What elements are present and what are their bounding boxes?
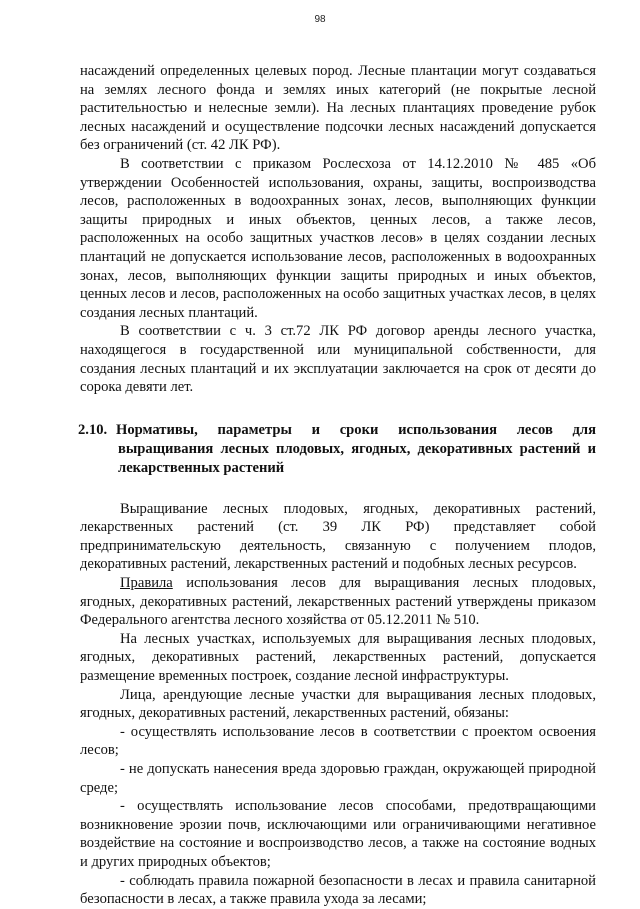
section-heading	[80, 421, 596, 478]
rules-link[interactable]: Правила	[120, 575, 173, 592]
paragraph-rules	[80, 574, 596, 630]
paragraph-rosleshoz-order: В соответствии с приказом Рослесхоза от 14.12.2010 № 485 «Об утверждении Особенностей использования, охраны, защиты, воспроизводства лесов, расположенных в водоохранных зонах, лесов, выполняющих функции защиты природных и иных объектов, ценных лесов, а также лесов, расположенных на особо защитных участков лесов» в целях создании лесных плантаций не допускается использование лесов, расположенных в водоохранных зонах, лесов, выполняющих функции защиты природных и иных объектов, ценных лесов и лесов, расположенных на особо защитных участках лесов, в целях создания лесных плантаций.	[80, 155, 596, 321]
rules-text: использования лесов для выращивания лесных плодовых, ягодных, декоративных растений, лекарственных растений утверждены приказом Федерального агентства лесного хозяйства от 05.12.2011 № 510.	[80, 575, 596, 629]
paragraph-obligations: Лица, арендующие лесные участки для выращивания лесных плодовых, ягодных, декоративных растений, лекарственных растений, обязаны:	[80, 686, 596, 722]
list-item: - соблюдать правила пожарной безопасности в лесах и правила санитарной безопасности в лесах, а также правила ухода за лесами;	[80, 872, 596, 908]
list-item: - не допускать нанесения вреда здоровью граждан, окружающей природной среде;	[80, 761, 596, 796]
section-title: Нормативы, параметры и сроки использования лесов для выращивания лесных плодовых, ягодных, декоративных растений и лекарственных растений	[116, 421, 596, 476]
page-content	[80, 62, 596, 909]
list-item: - осуществлять использование лесов способами, предотвращающими возникновение эрозии почв, исключающими или ограничивающими негативное воздействие на состояние и воспроизводство лесов, а также на состояние водных и других природных объектов;	[80, 798, 596, 870]
page-number: 98	[314, 14, 326, 25]
paragraph-lease-term: В соответствии с ч. 3 ст.72 ЛК РФ договор аренды лесного участка, находящегося в государственной или муниципальной собственности, для создания лесных плантаций и их эксплуатации заключается на срок от десяти до сорока девяти лет.	[80, 323, 596, 396]
section-number: 2.10.	[78, 421, 108, 438]
list-item: - осуществлять использование лесов в соответствии с проектом освоения лесов;	[80, 723, 596, 759]
paragraph-buildings: На лесных участках, используемых для выращивания лесных плодовых, ягодных, декоративных растений, лекарственных растений, допускается размещение временных построек, создание лесной инфраструктуры.	[80, 630, 596, 685]
paragraph-plantations: насаждений определенных целевых пород. Лесные плантации могут создаваться на землях лесного фонда и землях иных категорий (не покрытые лесной растительностью и нелесные земли). На лесных плантациях проведение рубок лесных насаждений и осуществление подсочки лесных насаждений допускается без ограничений (ст. 42 ЛК РФ).	[80, 63, 596, 154]
paragraph-growing: Выращивание лесных плодовых, ягодных, декоративных растений, лекарственных растений (ст. 39 ЛК РФ) представляет собой предпринимательскую деятельность, связанную с получением плодов, декоративных растений, лекарственных растений и подобных лесных ресурсов.	[80, 500, 596, 573]
